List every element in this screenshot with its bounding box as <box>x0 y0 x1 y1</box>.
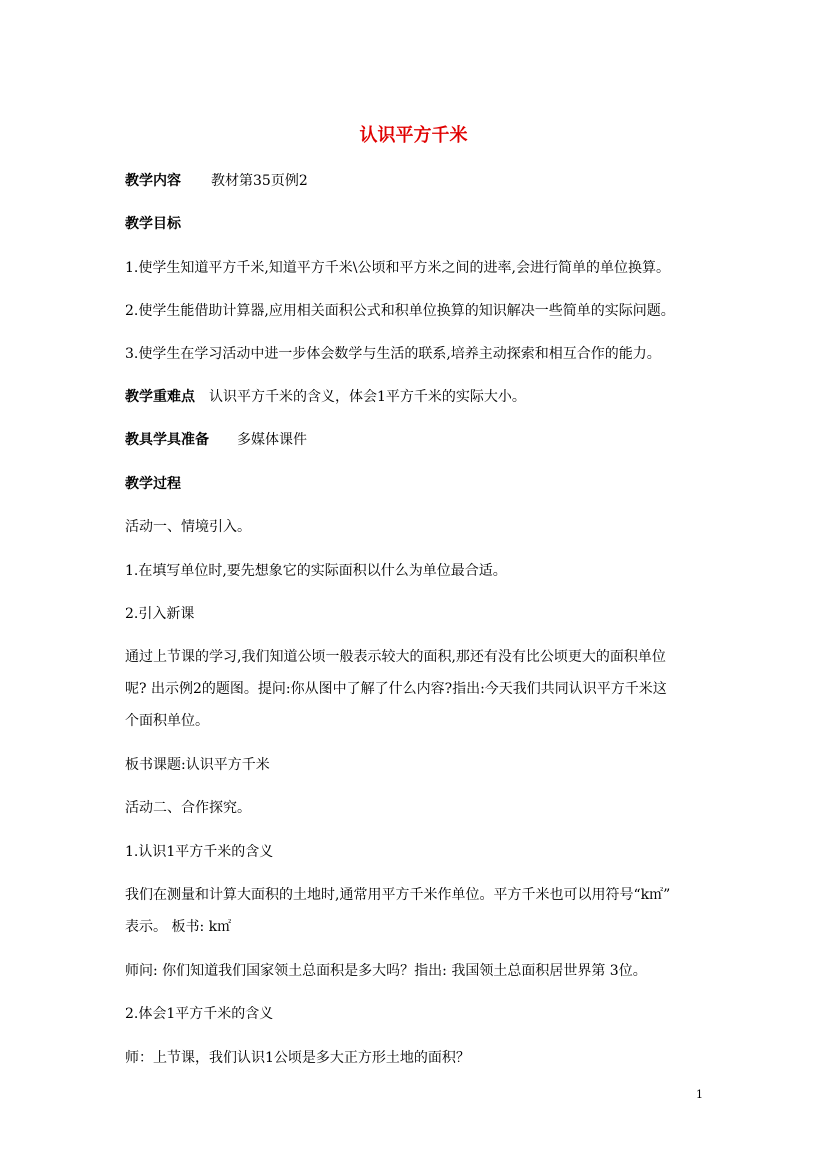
board-title-line: 板书课题:认识平方千米 <box>125 757 270 773</box>
paragraph-c: 师问: 你们知道我们国家领土总面积是多大吗？指出: 我国领土总面积居世界第 3位。 <box>125 963 647 979</box>
keypoint-line <box>125 387 715 407</box>
activity-2: 活动二、合作探究。 <box>125 800 251 816</box>
paragraph-d: 师：上节课，我们认识1公顷是多大正方形土地的面积？ <box>125 1050 470 1066</box>
paragraph-b-line-1: 我们在测量和计算大面积的土地时,通常用平方千米作单位。平方千米也可以用符号“k㎡” <box>125 887 671 903</box>
goal-2: 2.使学生能借助计算器,应用相关面积公式和积单位换算的知识解决一些简单的实际问题。 <box>125 303 675 319</box>
process-item-3: 1.认识1平方千米的含义 <box>125 844 274 860</box>
paragraph-a-line-2: 呢? 出示例2的题图。提问:你从图中了解了什么内容?指出:今天我们共同认识平方千米这 <box>125 681 667 697</box>
process-heading: 教学过程 <box>125 476 181 492</box>
paragraph-b-line-2: 表示。 板书: k㎡ <box>125 919 232 935</box>
page-number: 1 <box>696 1088 703 1101</box>
goal-1: 1.使学生知道平方千米,知道平方千米\公顷和平方米之间的进率,会进行简单的单位换算。 <box>125 260 670 276</box>
goals-heading: 教学目标 <box>125 216 181 232</box>
tools-label: 教具学具准备 <box>125 432 209 448</box>
activity-1: 活动一、情境引入。 <box>125 519 251 535</box>
content-line <box>125 171 715 191</box>
content-label: 教学内容 <box>125 173 181 189</box>
keypoint-label: 教学重难点 <box>125 389 195 405</box>
tools-line <box>125 430 715 450</box>
content-text: 教材第35页例2 <box>211 173 308 189</box>
paragraph-a-line-1: 通过上节课的学习,我们知道公顷一般表示较大的面积,那还有没有比公顷更大的面积单位 <box>125 649 666 665</box>
tools-text: 多媒体课件 <box>237 432 307 448</box>
keypoint-text: 认识平方千米的含义，体会1平方千米的实际大小。 <box>209 389 526 405</box>
process-item-2: 2.引入新课 <box>125 606 195 622</box>
goal-3: 3.使学生在学习活动中进一步体会数学与生活的联系,培养主动探索和相互合作的能力。 <box>125 346 661 362</box>
process-item-1: 1.在填写单位时,要先想象它的实际面积以什么为单位最合适。 <box>125 563 507 579</box>
process-item-4: 2.体会1平方千米的含义 <box>125 1006 274 1022</box>
page-title: 认识平方千米 <box>359 125 468 146</box>
paragraph-a-line-3: 个面积单位。 <box>125 713 209 729</box>
